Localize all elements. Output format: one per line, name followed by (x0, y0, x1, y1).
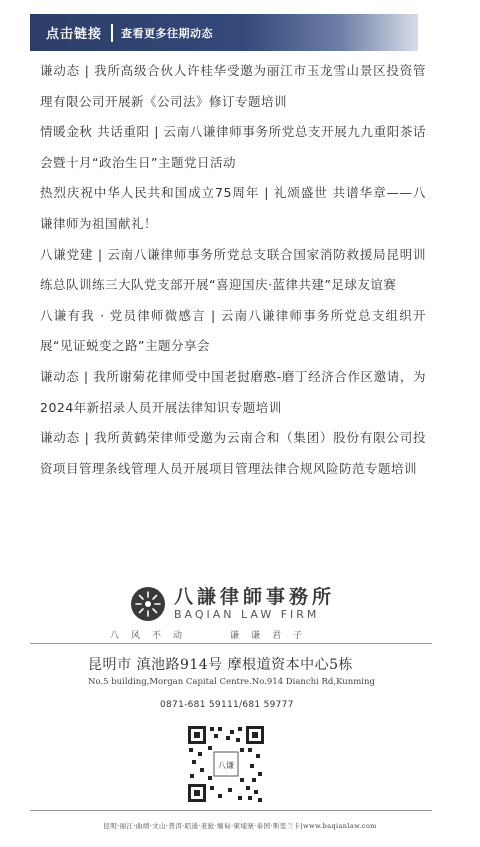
more-updates-banner[interactable] (30, 14, 418, 51)
office-locations: 昆明·丽江·曲靖·文山·普洱·昭通·老挝·缅甸·柬埔寨·泰国·斯里兰卡|www.baqianlaw.com (103, 822, 377, 830)
address-chinese: 昆明市 滇池路914号 摩根道资本中心5栋 (88, 657, 354, 673)
news-link-list (40, 56, 426, 484)
banner-subtitle: 查看更多往期动态 (121, 26, 214, 40)
phone-numbers: 0871-681 59111/681 59777 (160, 700, 294, 710)
news-link[interactable]: 热烈庆祝中华人民共和国成立75周年 | 礼颂盛世 共谱华章——八谦律师为祖国献礼！ (40, 185, 426, 231)
firm-logo (130, 582, 335, 626)
qr-code (186, 724, 266, 804)
news-link[interactable]: 八谦党建 | 云南八谦律师事务所党总支联合国家消防救援局昆明训练总队训练三大队党支部开展“喜迎国庆·蓝律共建”足球友谊赛 (40, 246, 426, 293)
qr-center-label: 八谦 (218, 761, 234, 770)
firm-slogan (110, 628, 410, 641)
news-link[interactable]: 谦动态 | 我所谢菊花律师受中国老挝磨憨-磨丁经济合作区邀请，为2024年新招录人员开展法律知识专题培训 (40, 368, 426, 415)
news-link[interactable]: 谦动态 | 我所黄鹤荣律师受邀为云南合和（集团）股份有限公司投资项目管理条线管理人员开展项目管理法律合规风险防范专题培训 (40, 430, 426, 476)
firm-emblem-icon (130, 586, 166, 622)
banner-divider (111, 24, 113, 42)
news-link[interactable]: 谦动态 | 我所高级合伙人许桂华受邀为丽江市玉龙雪山景区投资管理有限公司开展新《公司法》修订专题培训 (40, 63, 426, 109)
firm-name-cn: 八謙律師事務所 (174, 586, 336, 608)
news-link[interactable]: 八谦有我 · 党员律师微感言 | 云南八谦律师事务所党总支组织开展“见证蜕变之路”主题分享会 (40, 307, 426, 354)
address-english: No.5 building,Morgan Capital Centre.No.914 Dianchi Rd,Kunming (88, 677, 375, 687)
footer-bottom-divider (30, 810, 432, 811)
slogan-part-1: 八风不动 (110, 631, 195, 641)
banner-title: 点击链接 (46, 27, 103, 42)
firm-footer (0, 574, 480, 847)
footer-divider (30, 643, 432, 644)
slogan-part-2: 谦谦君子 (230, 631, 315, 641)
firm-name-en: BAQIAN LAW FIRM (174, 608, 320, 621)
news-link[interactable]: 情暖金秋 共话重阳 | 云南八谦律师事务所党总支开展九九重阳茶话会暨十月“政治生日”主题党日活动 (40, 124, 426, 170)
